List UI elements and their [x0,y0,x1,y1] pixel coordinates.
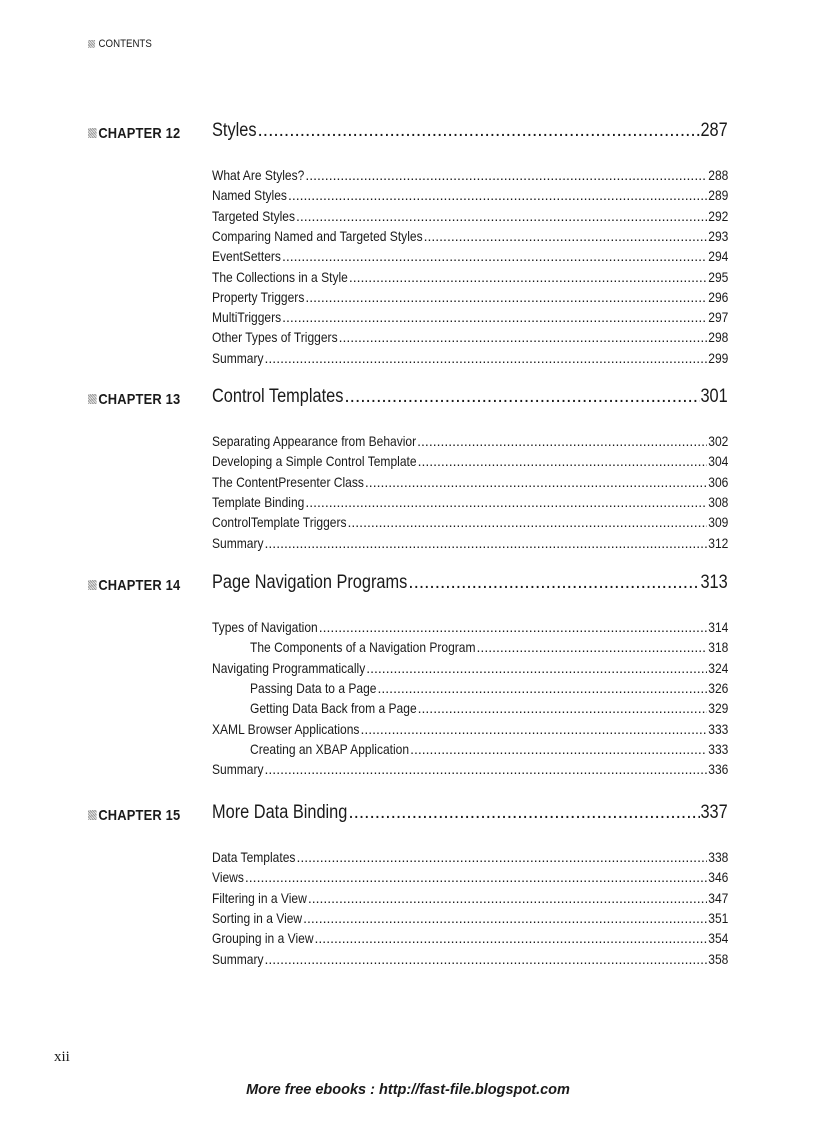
entry-title: Sorting in a View [212,909,303,926]
dot-leader [308,890,707,906]
dot-leader [348,802,699,824]
toc-subentry[interactable] [250,741,728,761]
entry-page-number: 295 [707,268,728,285]
entry-page-number: 336 [707,761,728,778]
dot-leader [303,910,707,926]
entry-page-number: 354 [707,930,728,947]
entry-page-number: 298 [707,329,728,346]
toc-entry[interactable] [212,890,728,910]
entry-title: Summary [212,534,264,551]
toc-entry[interactable] [212,619,728,639]
entry-page-number: 326 [707,679,728,696]
dot-leader [477,639,707,655]
entry-title: Creating an XBAP Application [250,740,410,757]
toc-entry[interactable] [212,910,728,930]
toc-entry[interactable] [212,269,728,289]
entry-page-number: 351 [707,909,728,926]
chapter-label [88,386,180,412]
dot-leader [265,761,707,777]
entry-title: Summary [212,950,264,967]
dot-leader [265,951,707,967]
dot-leader [339,329,707,345]
entry-title: Template Binding [212,493,305,510]
entry-title: Navigating Programmatically [212,659,366,676]
entry-page-number: 314 [707,619,728,635]
toc-entry[interactable] [212,761,728,781]
dot-leader [349,269,707,285]
toc-entry[interactable] [212,514,728,534]
entry-page-number: 358 [707,950,728,967]
dot-leader [288,187,707,203]
dot-leader [315,930,707,946]
toc-entry[interactable] [212,350,728,370]
running-head [88,38,152,50]
toc-entry[interactable] [212,433,728,453]
entry-page-number: 297 [707,309,728,326]
dot-leader [305,289,707,305]
entry-title: Comparing Named and Targeted Styles [212,227,423,244]
entry-title: Filtering in a View [212,889,307,906]
entry-title: Other Types of Triggers [212,329,338,346]
chapter-label-text: CHAPTER 13 [98,390,181,408]
entry-title: Passing Data to a Page [250,679,377,696]
entry-title: MultiTriggers [212,309,282,326]
toc-entry[interactable] [212,208,728,228]
entry-title: XAML Browser Applications [212,720,360,737]
toc-subentry[interactable] [250,680,728,700]
dot-leader [410,741,707,757]
toc-entry[interactable] [212,187,728,207]
chapter-title-row[interactable] [212,802,728,828]
entry-page-number: 296 [707,288,728,305]
entry-title: Separating Appearance from Behavior [212,433,417,449]
page-number: xii [54,1049,70,1065]
entry-title: Data Templates [212,849,296,865]
dot-leader [418,700,707,716]
chapter-title: Control Templates [212,386,344,407]
chapter-page-number: 287 [700,120,728,141]
toc-entry[interactable] [212,228,728,248]
chapter-title-row[interactable] [212,386,728,412]
dot-leader [360,721,706,737]
chapter-label [88,572,180,598]
dot-leader [408,572,699,594]
dot-leader [265,535,707,551]
entry-title: Summary [212,349,264,366]
toc-entry[interactable] [212,721,728,741]
entry-title: EventSetters [212,248,281,265]
entry-title: Summary [212,761,264,778]
chapter-label-text: CHAPTER 12 [98,124,181,142]
entry-page-number: 318 [707,639,728,656]
entry-page-number: 333 [707,720,728,737]
entry-page-number: 289 [707,187,728,204]
toc-entry[interactable] [212,248,728,268]
entry-page-number: 309 [707,514,728,531]
toc-entry[interactable] [212,930,728,950]
chapter-page-number: 313 [700,572,728,593]
chapter-title: Page Navigation Programs [212,572,408,593]
entry-title: ControlTemplate Triggers [212,514,347,531]
toc-entry[interactable] [212,289,728,309]
entry-title: The Collections in a Style [212,268,348,285]
dot-leader [417,433,707,449]
chapter-title-row[interactable] [212,572,728,598]
entry-page-number: 308 [707,493,728,510]
entry-page-number: 293 [707,227,728,244]
entry-page-number: 338 [707,849,728,865]
dot-leader [348,514,707,530]
dot-leader [319,619,707,635]
entry-title: Grouping in a View [212,930,314,947]
toc-entry[interactable] [212,535,728,555]
entry-page-number: 324 [707,659,728,676]
entry-page-number: 292 [707,207,728,224]
toc-subentry[interactable] [250,700,728,720]
chapter-page-number: 301 [700,386,728,407]
entry-title: Property Triggers [212,288,305,305]
dot-leader [418,453,707,469]
square-bullet-icon [88,810,97,820]
footer-link-text[interactable]: More free ebooks : http://fast-file.blogspot.com [246,1082,570,1098]
square-bullet-icon [88,394,97,404]
toc-entry[interactable] [212,660,728,680]
chapter-label-text: CHAPTER 15 [98,806,181,824]
entry-page-number: 294 [707,248,728,265]
entry-page-number: 329 [707,700,728,717]
entry-page-number: 306 [707,473,728,490]
dot-leader [296,208,707,224]
toc-entry[interactable] [212,494,728,514]
entry-page-number: 304 [707,453,728,470]
entry-title: Developing a Simple Control Template [212,453,417,470]
chapter-title: Styles [212,120,257,141]
dot-leader [344,386,699,408]
entry-title: Getting Data Back from a Page [250,700,417,717]
dot-leader [378,680,707,696]
running-head-text: CONTENTS [98,38,152,50]
square-bullet-icon [88,580,97,590]
dot-leader [265,350,707,366]
toc-entry[interactable] [212,167,728,187]
chapter-title: More Data Binding [212,802,348,823]
square-bullet-icon [88,40,95,48]
dot-leader [366,660,707,676]
chapter-label [88,802,180,828]
entry-page-number: 333 [707,740,728,757]
dot-leader [424,228,707,244]
square-bullet-icon [88,128,97,138]
dot-leader [258,120,700,142]
chapter-page-number: 337 [700,802,728,823]
toc-entry[interactable] [212,951,728,971]
toc-entry[interactable] [212,329,728,349]
dot-leader [296,849,706,865]
entry-title: What Are Styles? [212,167,305,183]
dot-leader [305,494,707,510]
entry-title: The Components of a Navigation Program [250,639,476,656]
entry-page-number: 288 [707,167,728,183]
dot-leader [365,474,707,490]
entry-page-number: 346 [707,869,728,886]
dot-leader [245,869,707,885]
chapter-label [88,120,180,146]
entry-page-number: 302 [707,433,728,449]
dot-leader [282,248,707,264]
entry-title: Targeted Styles [212,207,295,224]
entry-title: The ContentPresenter Class [212,473,364,490]
toc-entry[interactable] [212,309,728,329]
toc-entry[interactable] [212,453,728,473]
entry-title: Types of Navigation [212,619,318,635]
chapter-title-row[interactable] [212,120,728,146]
dot-leader [305,167,707,183]
dot-leader [282,309,707,325]
entry-page-number: 347 [707,889,728,906]
toc-subentry[interactable] [250,639,728,659]
entry-title: Views [212,869,244,886]
toc-entry[interactable] [212,869,728,889]
entry-title: Named Styles [212,187,287,204]
entry-page-number: 312 [707,534,728,551]
toc-entry[interactable] [212,474,728,494]
toc-entry[interactable] [212,849,728,869]
chapter-label-text: CHAPTER 14 [98,576,181,594]
entry-page-number: 299 [707,349,728,366]
